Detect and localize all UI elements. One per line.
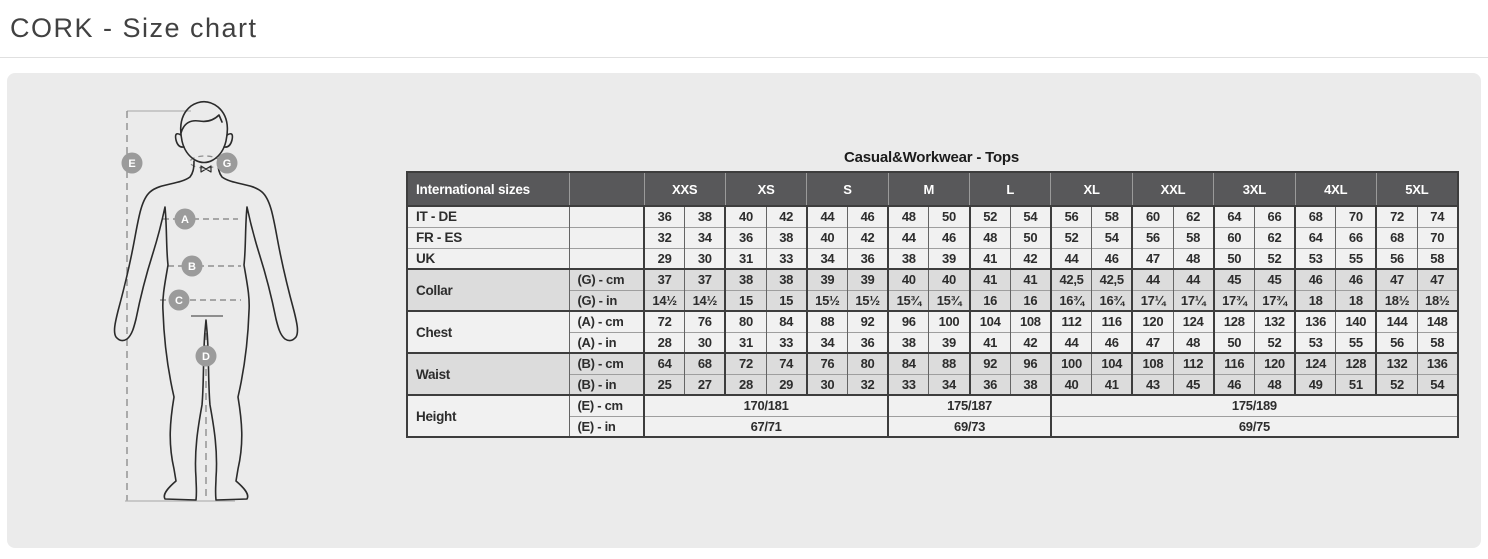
measure-badges bbox=[122, 153, 238, 367]
svg-text:C: C bbox=[175, 295, 183, 307]
value-cell: 54 bbox=[1092, 227, 1133, 248]
value-cell: 47 bbox=[1132, 332, 1173, 353]
value-cell: 32 bbox=[847, 374, 888, 395]
value-cell: 30 bbox=[685, 248, 726, 269]
value-cell: 56 bbox=[1376, 248, 1417, 269]
value-cell: 112 bbox=[1173, 353, 1214, 374]
value-cell: 30 bbox=[685, 332, 726, 353]
value-cell: 39 bbox=[929, 332, 970, 353]
value-cell: 42 bbox=[766, 206, 807, 227]
value-cell: 80 bbox=[847, 353, 888, 374]
value-cell: 124 bbox=[1173, 311, 1214, 332]
size-header-3xl: 3XL bbox=[1214, 172, 1295, 206]
value-cell: 17¼ bbox=[1132, 290, 1173, 311]
row-unit-label: (A) - in bbox=[569, 332, 644, 353]
value-cell: 36 bbox=[847, 332, 888, 353]
value-cell: 55 bbox=[1336, 332, 1377, 353]
value-cell: 96 bbox=[888, 311, 929, 332]
value-cell: 34 bbox=[929, 374, 970, 395]
value-cell: 46 bbox=[1336, 269, 1377, 290]
value-cell: 66 bbox=[1254, 206, 1295, 227]
value-cell: 15 bbox=[725, 290, 766, 311]
value-cell: 18 bbox=[1336, 290, 1377, 311]
value-cell: 38 bbox=[888, 332, 929, 353]
value-cell: 42 bbox=[1010, 248, 1051, 269]
value-cell: 48 bbox=[970, 227, 1011, 248]
row-unit-label bbox=[569, 227, 644, 248]
value-cell: 56 bbox=[1051, 206, 1092, 227]
value-cell: 51 bbox=[1336, 374, 1377, 395]
hair-line bbox=[181, 115, 222, 133]
value-cell: 17¾ bbox=[1254, 290, 1295, 311]
value-cell: 37 bbox=[685, 269, 726, 290]
value-cell: 18 bbox=[1295, 290, 1336, 311]
value-cell: 112 bbox=[1051, 311, 1092, 332]
value-cell: 45 bbox=[1254, 269, 1295, 290]
value-cell: 41 bbox=[970, 332, 1011, 353]
value-cell: 15 bbox=[766, 290, 807, 311]
value-cell: 36 bbox=[970, 374, 1011, 395]
page-title: CORK - Size chart bbox=[10, 13, 258, 43]
value-cell: 47 bbox=[1417, 269, 1458, 290]
size-header-s: S bbox=[807, 172, 888, 206]
value-cell: 49 bbox=[1295, 374, 1336, 395]
size-header-l: L bbox=[970, 172, 1051, 206]
table-row bbox=[407, 206, 1458, 227]
value-cell: 100 bbox=[1051, 353, 1092, 374]
value-cell: 132 bbox=[1376, 353, 1417, 374]
value-cell: 41 bbox=[1092, 374, 1133, 395]
value-cell: 39 bbox=[847, 269, 888, 290]
value-cell: 72 bbox=[725, 353, 766, 374]
table-row bbox=[407, 227, 1458, 248]
value-cell: 33 bbox=[766, 248, 807, 269]
row-label: UK bbox=[407, 248, 569, 269]
measure-badge-hip bbox=[169, 290, 190, 311]
value-cell: 53 bbox=[1295, 248, 1336, 269]
value-cell: 40 bbox=[888, 269, 929, 290]
value-cell: 36 bbox=[644, 206, 685, 227]
value-cell: 28 bbox=[725, 374, 766, 395]
value-cell: 136 bbox=[1295, 311, 1336, 332]
value-cell: 58 bbox=[1417, 248, 1458, 269]
value-cell: 16 bbox=[970, 290, 1011, 311]
value-cell: 17¾ bbox=[1214, 290, 1255, 311]
value-cell: 42,5 bbox=[1092, 269, 1133, 290]
size-header-m: M bbox=[888, 172, 969, 206]
body-measurement-diagram bbox=[105, 89, 325, 514]
value-cell: 128 bbox=[1336, 353, 1377, 374]
value-cell: 46 bbox=[1092, 332, 1133, 353]
body-diagram-svg bbox=[105, 89, 325, 514]
value-cell: 44 bbox=[1051, 332, 1092, 353]
value-cell: 72 bbox=[1376, 206, 1417, 227]
value-cell: 48 bbox=[1173, 332, 1214, 353]
value-cell: 140 bbox=[1336, 311, 1377, 332]
header bbox=[0, 0, 1488, 57]
row-unit-label: (A) - cm bbox=[569, 311, 644, 332]
value-cell: 18½ bbox=[1417, 290, 1458, 311]
measure-badge-height bbox=[122, 153, 143, 174]
value-cell: 84 bbox=[766, 311, 807, 332]
value-cell: 50 bbox=[1214, 332, 1255, 353]
value-cell: 44 bbox=[888, 227, 929, 248]
value-cell: 34 bbox=[807, 248, 848, 269]
value-cell: 14½ bbox=[685, 290, 726, 311]
svg-text:A: A bbox=[181, 214, 189, 226]
value-cell: 38 bbox=[685, 206, 726, 227]
value-cell: 48 bbox=[1173, 248, 1214, 269]
value-cell: 38 bbox=[725, 269, 766, 290]
height-span-cell: 175/189 bbox=[1051, 395, 1458, 416]
table-unit-header bbox=[569, 172, 644, 206]
value-cell: 62 bbox=[1173, 206, 1214, 227]
value-cell: 52 bbox=[1051, 227, 1092, 248]
value-cell: 58 bbox=[1092, 206, 1133, 227]
row-label: Waist bbox=[407, 353, 569, 395]
value-cell: 53 bbox=[1295, 332, 1336, 353]
value-cell: 48 bbox=[1254, 374, 1295, 395]
height-span-cell: 67/71 bbox=[644, 416, 888, 437]
value-cell: 68 bbox=[1295, 206, 1336, 227]
row-unit-label bbox=[569, 206, 644, 227]
value-cell: 15½ bbox=[847, 290, 888, 311]
height-span-cell: 175/187 bbox=[888, 395, 1051, 416]
value-cell: 70 bbox=[1336, 206, 1377, 227]
value-cell: 46 bbox=[929, 227, 970, 248]
row-unit-label: (B) - in bbox=[569, 374, 644, 395]
height-span-cell: 170/181 bbox=[644, 395, 888, 416]
value-cell: 42 bbox=[1010, 332, 1051, 353]
value-cell: 27 bbox=[685, 374, 726, 395]
value-cell: 34 bbox=[807, 332, 848, 353]
value-cell: 46 bbox=[847, 206, 888, 227]
collar-bowtie-mark bbox=[201, 166, 211, 172]
value-cell: 46 bbox=[1214, 374, 1255, 395]
size-table-head bbox=[407, 172, 1458, 206]
value-cell: 46 bbox=[1092, 248, 1133, 269]
svg-text:E: E bbox=[128, 158, 136, 170]
value-cell: 34 bbox=[685, 227, 726, 248]
value-cell: 16 bbox=[1010, 290, 1051, 311]
value-cell: 108 bbox=[1010, 311, 1051, 332]
value-cell: 148 bbox=[1417, 311, 1458, 332]
value-cell: 14½ bbox=[644, 290, 685, 311]
value-cell: 47 bbox=[1376, 269, 1417, 290]
value-cell: 32 bbox=[644, 227, 685, 248]
value-cell: 55 bbox=[1336, 248, 1377, 269]
value-cell: 25 bbox=[644, 374, 685, 395]
value-cell: 104 bbox=[970, 311, 1011, 332]
value-cell: 68 bbox=[1376, 227, 1417, 248]
value-cell: 64 bbox=[1214, 206, 1255, 227]
table-row bbox=[407, 353, 1458, 374]
value-cell: 41 bbox=[1010, 269, 1051, 290]
value-cell: 74 bbox=[1417, 206, 1458, 227]
value-cell: 16¾ bbox=[1051, 290, 1092, 311]
value-cell: 29 bbox=[766, 374, 807, 395]
value-cell: 29 bbox=[644, 248, 685, 269]
value-cell: 52 bbox=[1376, 374, 1417, 395]
size-header-xs: XS bbox=[725, 172, 806, 206]
svg-text:G: G bbox=[222, 158, 232, 170]
value-cell: 76 bbox=[685, 311, 726, 332]
value-cell: 38 bbox=[1010, 374, 1051, 395]
row-label: Height bbox=[407, 395, 569, 437]
value-cell: 108 bbox=[1132, 353, 1173, 374]
value-cell: 144 bbox=[1376, 311, 1417, 332]
value-cell: 54 bbox=[1010, 206, 1051, 227]
value-cell: 88 bbox=[929, 353, 970, 374]
value-cell: 41 bbox=[970, 269, 1011, 290]
value-cell: 38 bbox=[766, 227, 807, 248]
row-unit-label: (E) - cm bbox=[569, 395, 644, 416]
measure-badge-inseam bbox=[196, 346, 217, 367]
table-row bbox=[407, 311, 1458, 332]
value-cell: 120 bbox=[1132, 311, 1173, 332]
value-cell: 52 bbox=[1254, 332, 1295, 353]
value-cell: 38 bbox=[766, 269, 807, 290]
value-cell: 136 bbox=[1417, 353, 1458, 374]
value-cell: 28 bbox=[644, 332, 685, 353]
value-cell: 120 bbox=[1254, 353, 1295, 374]
row-unit-label bbox=[569, 248, 644, 269]
value-cell: 15¾ bbox=[888, 290, 929, 311]
value-cell: 66 bbox=[1336, 227, 1377, 248]
value-cell: 128 bbox=[1214, 311, 1255, 332]
value-cell: 70 bbox=[1417, 227, 1458, 248]
value-cell: 100 bbox=[929, 311, 970, 332]
value-cell: 31 bbox=[725, 248, 766, 269]
value-cell: 39 bbox=[807, 269, 848, 290]
value-cell: 15¾ bbox=[929, 290, 970, 311]
svg-text:D: D bbox=[202, 351, 210, 363]
value-cell: 15½ bbox=[807, 290, 848, 311]
value-cell: 42,5 bbox=[1051, 269, 1092, 290]
value-cell: 64 bbox=[644, 353, 685, 374]
value-cell: 58 bbox=[1417, 332, 1458, 353]
measure-badge-collar bbox=[217, 153, 238, 174]
value-cell: 52 bbox=[1254, 248, 1295, 269]
row-unit-label: (E) - in bbox=[569, 416, 644, 437]
value-cell: 72 bbox=[644, 311, 685, 332]
value-cell: 39 bbox=[929, 248, 970, 269]
value-cell: 44 bbox=[1173, 269, 1214, 290]
row-label: Collar bbox=[407, 269, 569, 311]
row-unit-label: (B) - cm bbox=[569, 353, 644, 374]
value-cell: 18½ bbox=[1376, 290, 1417, 311]
value-cell: 40 bbox=[1051, 374, 1092, 395]
svg-text:B: B bbox=[188, 261, 196, 273]
height-span-cell: 69/73 bbox=[888, 416, 1051, 437]
value-cell: 56 bbox=[1376, 332, 1417, 353]
measure-badge-waist bbox=[182, 256, 203, 277]
value-cell: 16¾ bbox=[1092, 290, 1133, 311]
row-label: IT - DE bbox=[407, 206, 569, 227]
value-cell: 36 bbox=[847, 248, 888, 269]
value-cell: 124 bbox=[1295, 353, 1336, 374]
value-cell: 92 bbox=[847, 311, 888, 332]
value-cell: 17¼ bbox=[1173, 290, 1214, 311]
size-header-xxl: XXL bbox=[1132, 172, 1213, 206]
value-cell: 116 bbox=[1214, 353, 1255, 374]
header-divider bbox=[0, 57, 1488, 58]
value-cell: 42 bbox=[847, 227, 888, 248]
row-label: Chest bbox=[407, 311, 569, 353]
value-cell: 76 bbox=[807, 353, 848, 374]
value-cell: 56 bbox=[1132, 227, 1173, 248]
value-cell: 31 bbox=[725, 332, 766, 353]
table-corner-header: International sizes bbox=[407, 172, 569, 206]
value-cell: 62 bbox=[1254, 227, 1295, 248]
value-cell: 44 bbox=[1051, 248, 1092, 269]
value-cell: 84 bbox=[888, 353, 929, 374]
value-cell: 80 bbox=[725, 311, 766, 332]
table-title: Casual&Workwear - Tops bbox=[843, 149, 1020, 166]
value-cell: 68 bbox=[685, 353, 726, 374]
size-table-block bbox=[406, 149, 1457, 438]
measure-badge-chest bbox=[175, 209, 196, 230]
value-cell: 40 bbox=[725, 206, 766, 227]
value-cell: 88 bbox=[807, 311, 848, 332]
table-row bbox=[407, 269, 1458, 290]
value-cell: 58 bbox=[1173, 227, 1214, 248]
size-table bbox=[406, 171, 1459, 438]
value-cell: 47 bbox=[1132, 248, 1173, 269]
value-cell: 92 bbox=[970, 353, 1011, 374]
size-table-body bbox=[407, 206, 1458, 437]
value-cell: 60 bbox=[1214, 227, 1255, 248]
value-cell: 43 bbox=[1132, 374, 1173, 395]
value-cell: 46 bbox=[1295, 269, 1336, 290]
size-chart-panel bbox=[7, 73, 1481, 548]
height-span-cell: 69/75 bbox=[1051, 416, 1458, 437]
size-header-xl: XL bbox=[1051, 172, 1132, 206]
value-cell: 60 bbox=[1132, 206, 1173, 227]
value-cell: 50 bbox=[929, 206, 970, 227]
value-cell: 50 bbox=[1010, 227, 1051, 248]
torso-limbs-outline bbox=[115, 161, 298, 500]
value-cell: 104 bbox=[1092, 353, 1133, 374]
value-cell: 37 bbox=[644, 269, 685, 290]
value-cell: 96 bbox=[1010, 353, 1051, 374]
size-header-4xl: 4XL bbox=[1295, 172, 1376, 206]
value-cell: 33 bbox=[766, 332, 807, 353]
value-cell: 64 bbox=[1295, 227, 1336, 248]
size-header-xxs: XXS bbox=[644, 172, 725, 206]
value-cell: 52 bbox=[970, 206, 1011, 227]
value-cell: 48 bbox=[888, 206, 929, 227]
row-unit-label: (G) - cm bbox=[569, 269, 644, 290]
value-cell: 40 bbox=[929, 269, 970, 290]
value-cell: 30 bbox=[807, 374, 848, 395]
value-cell: 45 bbox=[1214, 269, 1255, 290]
size-header-5xl: 5XL bbox=[1376, 172, 1457, 206]
table-row bbox=[407, 395, 1458, 416]
value-cell: 33 bbox=[888, 374, 929, 395]
value-cell: 40 bbox=[807, 227, 848, 248]
value-cell: 54 bbox=[1417, 374, 1458, 395]
table-row bbox=[407, 248, 1458, 269]
value-cell: 116 bbox=[1092, 311, 1133, 332]
value-cell: 132 bbox=[1254, 311, 1295, 332]
value-cell: 41 bbox=[970, 248, 1011, 269]
value-cell: 50 bbox=[1214, 248, 1255, 269]
value-cell: 44 bbox=[807, 206, 848, 227]
value-cell: 38 bbox=[888, 248, 929, 269]
value-cell: 45 bbox=[1173, 374, 1214, 395]
value-cell: 36 bbox=[725, 227, 766, 248]
value-cell: 74 bbox=[766, 353, 807, 374]
row-unit-label: (G) - in bbox=[569, 290, 644, 311]
value-cell: 44 bbox=[1132, 269, 1173, 290]
row-label: FR - ES bbox=[407, 227, 569, 248]
